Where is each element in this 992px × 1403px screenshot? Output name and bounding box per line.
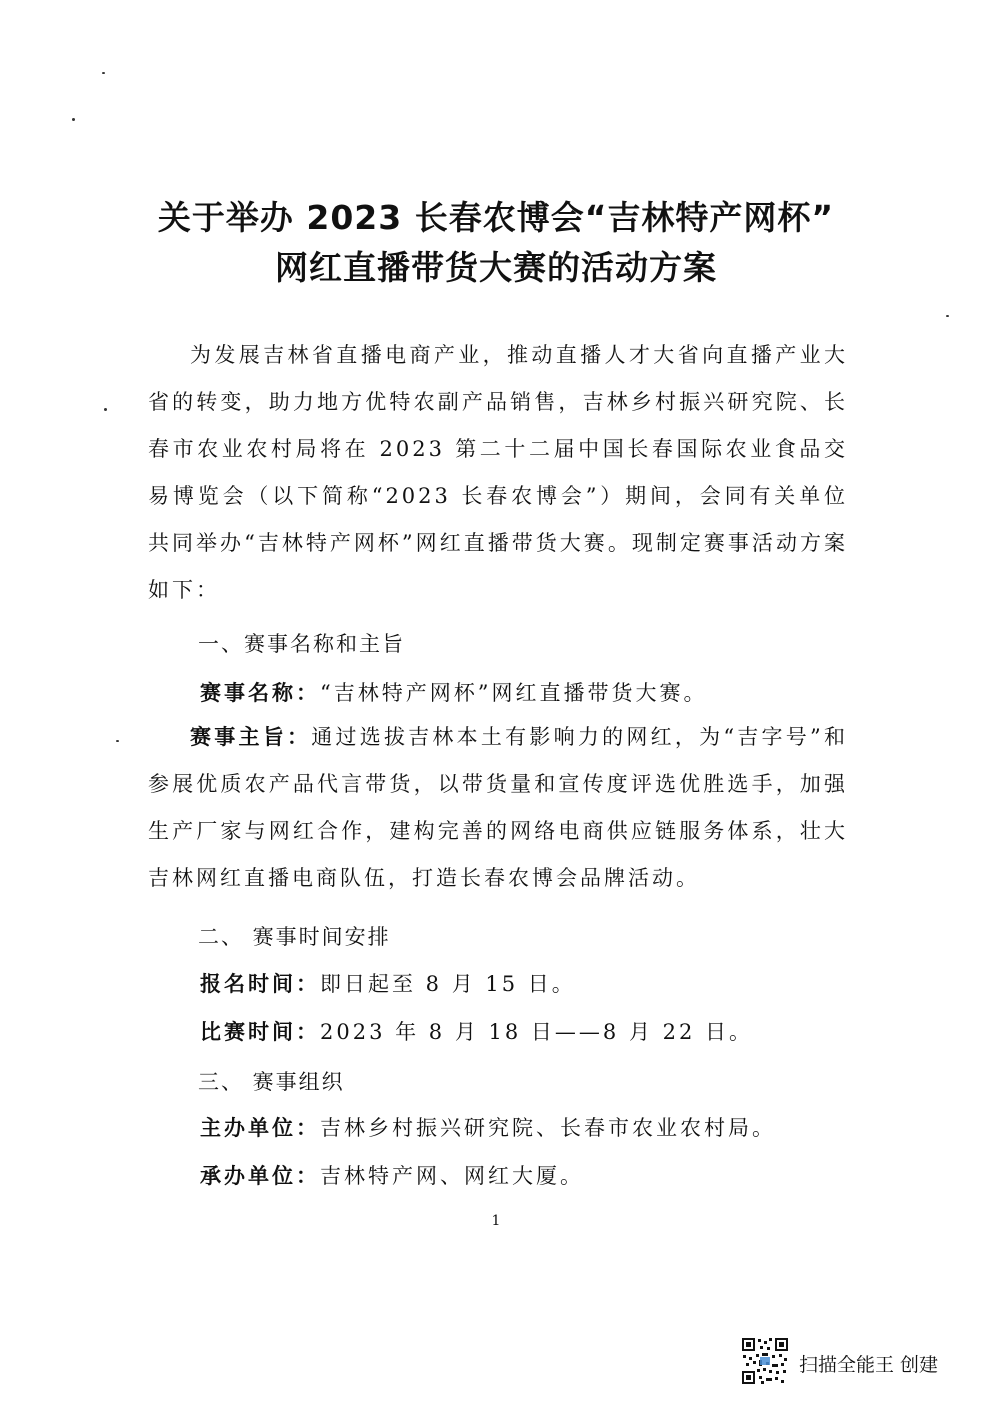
match-time-label: 比赛时间： xyxy=(200,1020,320,1044)
event-name-line xyxy=(200,677,848,707)
organizer-label: 承办单位： xyxy=(200,1164,320,1188)
scanner-watermark-text: 扫描全能王 创建 xyxy=(799,1354,939,1376)
scan-speck xyxy=(946,315,949,317)
scan-speck xyxy=(104,408,107,411)
event-name-value: “吉林特产网杯”网红直播带货大赛。 xyxy=(320,681,708,705)
event-purpose-paragraph xyxy=(148,714,848,902)
scan-speck xyxy=(72,118,75,121)
signup-time-line xyxy=(200,968,848,998)
scan-speck xyxy=(102,72,105,74)
match-time-value: 2023 年 8 月 18 日——8 月 22 日。 xyxy=(320,1020,754,1044)
document-title-line-2: 网红直播带货大赛的活动方案 xyxy=(275,248,717,287)
host-value: 吉林乡村振兴研究院、长春市农业农村局。 xyxy=(320,1116,776,1140)
qr-code-icon xyxy=(741,1337,789,1385)
section-3-heading: 三、 赛事组织 xyxy=(198,1070,345,1094)
match-time-line xyxy=(200,1016,848,1046)
organizer-value: 吉林特产网、网红大厦。 xyxy=(320,1164,584,1188)
document-title-line-1: 关于举办 2023 长春农博会“吉林特产网杯” xyxy=(157,198,835,237)
signup-time-label: 报名时间： xyxy=(200,972,320,996)
event-name-label: 赛事名称： xyxy=(200,681,320,705)
intro-paragraph: 为发展吉林省直播电商产业，推动直播人才大省向直播产业大省的转变，助力地方优特农副产品销售，吉林乡村振兴研究院、长春市农业农村局将在 2023 第二十二届中国长春国际农业食品交易博览会（以下简称“2023 长春农博会”）期间，会同有关单位共同举办“吉林特产网杯”网红直播带货大赛。现制定赛事活动方案如下： xyxy=(148,343,848,602)
section-1-heading: 一、赛事名称和主旨 xyxy=(198,632,405,656)
host-line xyxy=(200,1112,848,1142)
signup-time-value: 即日起至 8 月 15 日。 xyxy=(320,972,576,996)
organizer-line xyxy=(200,1160,848,1190)
event-purpose-value: 通过选拔吉林本土有影响力的网红，为“吉字号”和参展优质农产品代言带货，以带货量和宣传度评选优胜选手，加强生产厂家与网红合作，建构完善的网络电商供应链服务体系，壮大吉林网红直播电商队伍，打造长春农博会品牌活动。 xyxy=(148,725,848,890)
event-purpose-label: 赛事主旨： xyxy=(190,725,312,749)
section-2-heading: 二、 赛事时间安排 xyxy=(198,925,391,949)
host-label: 主办单位： xyxy=(200,1116,320,1140)
page-number: 1 xyxy=(491,1213,501,1229)
scan-speck xyxy=(116,740,119,742)
